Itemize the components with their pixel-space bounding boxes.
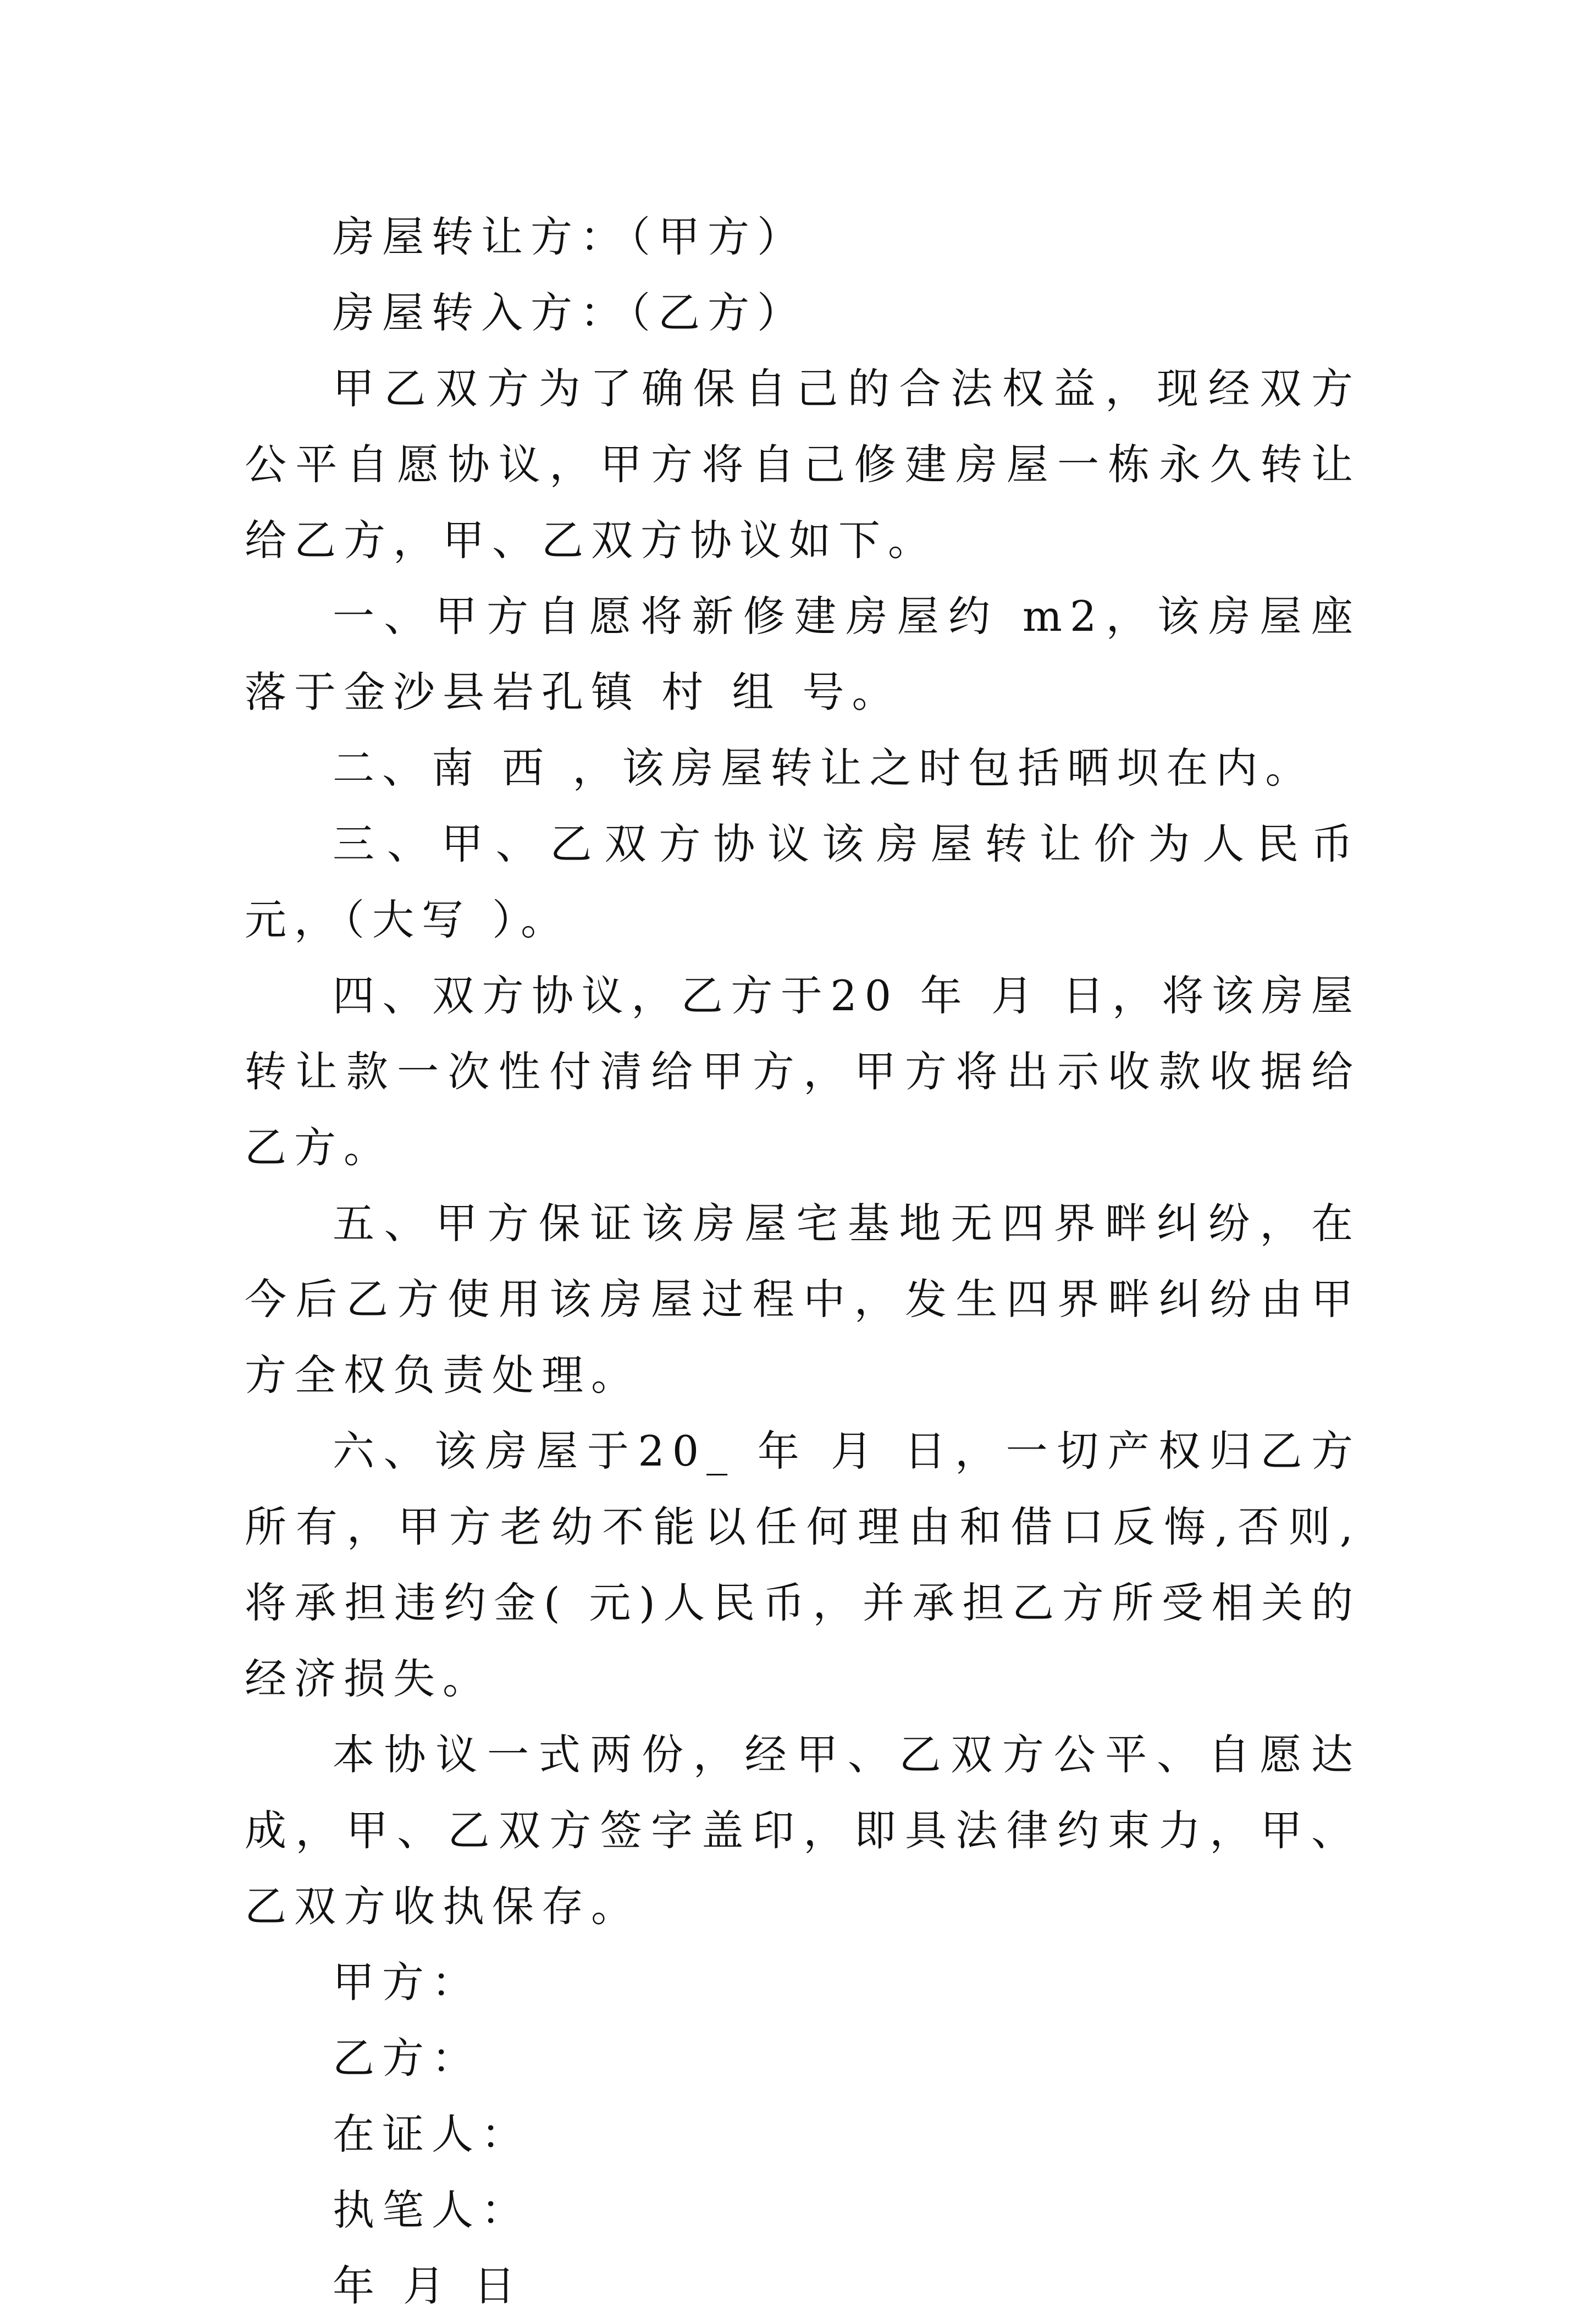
- signature-witness: 在证人：: [333, 2110, 531, 2158]
- transferor-line: 房屋转让方：（甲方）: [333, 212, 806, 261]
- agreement-body: [245, 199, 1361, 2324]
- clause-5-paragraph: 五、甲方保证该房屋宅基地无四界畔纠纷，在今后乙方使用该房屋过程中，发生四界畔纠纷由甲方全权负责处理。: [245, 1199, 1361, 1400]
- signature-scribe: 执笔人：: [333, 2185, 531, 2234]
- clause-3-paragraph: 三、甲、乙双方协议该房屋转让价为人民币 元，（大写 ）。: [245, 819, 1361, 944]
- transferee-line: 房屋转入方：（乙方）: [333, 288, 806, 337]
- clause-4-paragraph: 四、双方协议，乙方于20 年 月 日，将该房屋转让款一次性付清给甲方，甲方将出示收款收据给乙方。: [245, 971, 1361, 1172]
- closing-paragraph: 本协议一式两份，经甲、乙双方公平、自愿达成，甲、乙双方签字盖印，即具法律约束力，甲、乙双方收执保存。: [245, 1730, 1361, 1931]
- signature-party-a: 甲方：: [333, 1958, 481, 2007]
- preamble-paragraph: 甲乙双方为了确保自己的合法权益，现经双方公平自愿协议，甲方将自己修建房屋一栋永久转让给乙方，甲、乙双方协议如下。: [245, 364, 1361, 565]
- signature-date: 年 月 日: [333, 2261, 523, 2310]
- signature-party-b: 乙方：: [333, 2034, 481, 2083]
- clause-6-paragraph: 六、该房屋于20_ 年 月 日，一切产权归乙方所有，甲方老幼不能以任何理由和借口反悔,否则,将承担违约金( 元)人民币，并承担乙方所受相关的经济损失。: [245, 1427, 1361, 1703]
- clause-1-paragraph: 一、甲方自愿将新修建房屋约 m2，该房屋座落于金沙县岩孔镇 村 组 号。: [245, 592, 1361, 717]
- clause-2-paragraph: 二、南 西 ，该房屋转让之时包括晒坝在内。: [333, 744, 1315, 792]
